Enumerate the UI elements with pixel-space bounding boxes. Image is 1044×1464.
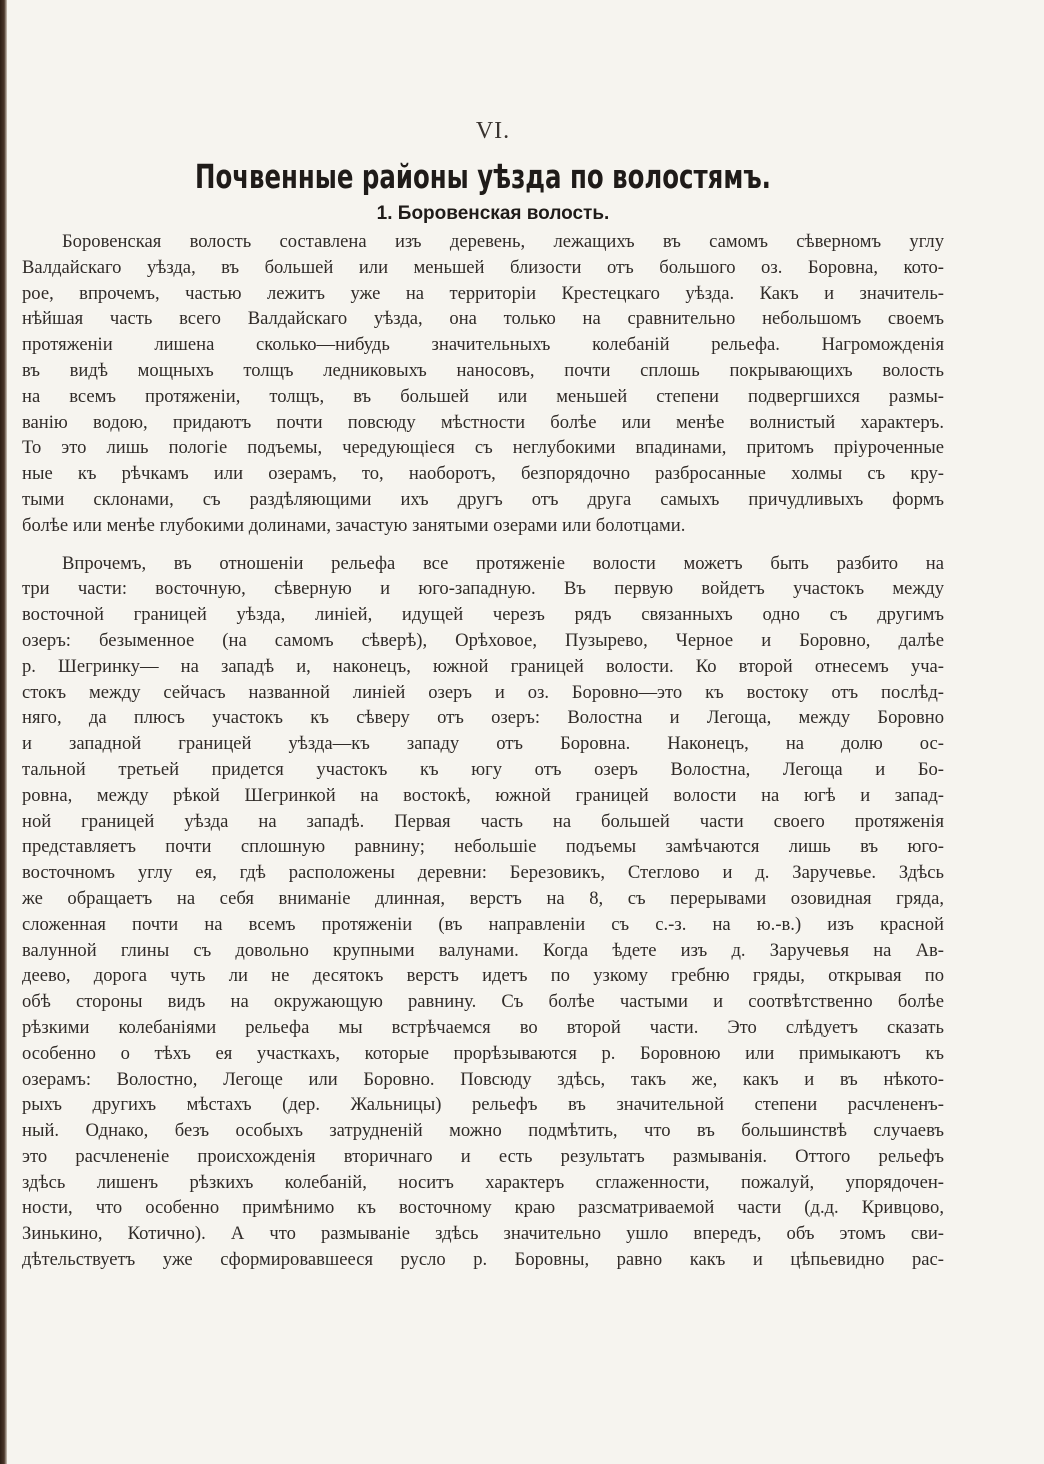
- text-line: стокъ между сейчасъ названной линіей озеръ и оз. Боровно—это къ востоку отъ послѣд-: [22, 681, 944, 703]
- text-line: ной границей уѣзда на западѣ. Первая часть на большей части своего протяженія: [22, 810, 944, 832]
- text-line: это расчлененіе происхожденія вторичнаго и есть результатъ размыванія. Оттого рельефъ: [22, 1145, 944, 1167]
- paragraph-1: [22, 229, 944, 539]
- text-line: представляетъ почти сплошную равнину; небольшіе подъемы замѣчаются лишь въ юго-: [22, 836, 944, 858]
- text-line: тальной третьей придется участокъ къ югу отъ озеръ Волостна, Легоща и Бо-: [22, 758, 944, 780]
- text-line: Впрочемъ, въ отношеніи рельефа все протяженіе волости можетъ быть разбито на: [62, 552, 944, 574]
- text-line: ровна, между рѣкой Шегринкой на востокѣ, южной границей волости на югѣ и запад-: [22, 784, 944, 806]
- chapter-title: Почвенные районы уѣзда по волостямъ.: [195, 157, 771, 196]
- text-line: То это лишь пологіе подъемы, чередующіеся съ неглубокими впадинами, притомъ пріуроченные: [22, 437, 944, 459]
- text-line: ности, что особенно примѣнимо къ восточному краю разсматриваемой части (д.д. Кривцово,: [22, 1197, 944, 1219]
- paragraph-spacer: [22, 539, 944, 551]
- chapter-number: VI.: [475, 118, 511, 144]
- text-line: дѣтельствуетъ уже сформировавшееся русло р. Боровны, равно какъ и цѣпьевидно рас-: [22, 1249, 944, 1271]
- text-line: обѣ стороны видъ на окружающую равнину. Съ болѣе частыми и соотвѣтственно болѣе: [22, 991, 944, 1013]
- text-line: Боровенская волость составлена изъ деревень, лежащихъ въ самомъ сѣверномъ углу: [62, 231, 944, 252]
- text-line: въ видѣ мощныхъ толщъ ледниковыхъ наносовъ, почти сплошь покрывающихъ волость: [22, 359, 944, 381]
- text-line: особенно о тѣхъ ея участкахъ, которые прорѣзываются р. Боровною или примыкаютъ къ: [22, 1042, 944, 1064]
- text-line: озеръ: безыменное (на самомъ сѣверѣ), Орѣховое, Пузырево, Черное и Боровно, далѣе: [22, 629, 944, 651]
- text-line: ный. Однако, безъ особыхъ затрудненій можно подмѣтить, что въ большинствѣ случаевъ: [22, 1120, 944, 1142]
- text-line: р. Шегринку— на западѣ и, наконецъ, южной границей волости. Ко второй отнесемъ уча-: [22, 655, 944, 677]
- document-page: [22, 118, 944, 1273]
- text-line: здѣсь лишенъ рѣзкихъ колебаній, носитъ характеръ сглаженности, пожалуй, упорядочен-: [22, 1171, 944, 1193]
- text-line: рѣзкими колебаніями рельефа мы встрѣчаемся во второй части. Это слѣдуетъ сказать: [22, 1016, 944, 1038]
- text-line: Зинькино, Котично). А что размываніе здѣсь значительно ушло впередъ, объ этомъ сви-: [22, 1223, 944, 1245]
- text-line: восточномъ углу ея, гдѣ расположены деревни: Березовикъ, Стеглово и д. Заручевье. Здѣсь: [22, 862, 944, 884]
- text-line: ные къ рѣчкамъ или озерамъ, то, наоборотъ, безпорядочно разбросанные холмы съ кру-: [22, 463, 944, 485]
- text-line: протяженіи лишена сколько—нибудь значительныхъ колебаній рельефа. Нагроможденія: [22, 334, 944, 356]
- page-edge-shadow: [0, 0, 7, 1464]
- text-line: болѣе или менѣе глубокими долинами, зачастую занятыми озерами или болотцами.: [22, 514, 686, 536]
- text-line: ванію водою, придаютъ почти повсюду мѣстности болѣе или менѣе волнистый характеръ.: [22, 411, 944, 433]
- text-line: же обращаетъ на себя вниманіе длинная, верстъ на 8, съ перерывами озовидная гряда,: [22, 887, 944, 909]
- text-line: валунной глины съ довольно крупными валунами. Когда ѣдете изъ д. Заручевья на Ав-: [22, 939, 944, 961]
- text-line: Валдайскаго уѣзда, въ большей или меньшей близости отъ большого оз. Боровна, кото-: [22, 256, 944, 278]
- text-line: три части: восточную, сѣверную и юго-западную. Въ первую войдетъ участокъ между: [22, 578, 944, 600]
- text-line: нѣйшая часть всего Валдайскаго уѣзда, она только на сравнительно небольшомъ своемъ: [22, 308, 944, 330]
- text-line: рое, впрочемъ, частью лежитъ уже на территоріи Крестецкаго уѣзда. Какъ и значитель-: [22, 282, 944, 304]
- text-line: и западной границей уѣзда—къ западу отъ Боровна. Наконецъ, на долю ос-: [22, 733, 944, 755]
- text-line: няго, да плюсъ участокъ къ сѣверу отъ озеръ: Волостна и Легоща, между Боровно: [22, 707, 944, 729]
- section-title: 1. Боровенская волость.: [376, 203, 610, 224]
- text-line: на всемъ протяженіи, толщъ, въ большей или меньшей степени подвергшихся размы-: [22, 385, 944, 407]
- text-line: восточной границей уѣзда, линіей, идущей черезъ рядъ связанныхъ одно съ другимъ: [22, 604, 944, 626]
- text-line: деево, дорога чуть ли не десятокъ верстъ идетъ по узкому гребню гряды, открывая по: [22, 965, 944, 987]
- paragraph-2: [22, 551, 944, 1273]
- text-line: озерамъ: Волостно, Легоще или Боровно. Повсюду здѣсь, такъ же, какъ и въ нѣкото-: [22, 1068, 944, 1090]
- text-line: сложенная почти на всемъ протяженіи (въ направленіи съ с.-з. на ю.-в.) изъ красной: [22, 913, 944, 935]
- text-line: рыхъ другихъ мѣстахъ (дер. Жальницы) рельефъ въ значительной степени расчлененъ-: [22, 1094, 944, 1116]
- text-line: тыми склонами, съ раздѣляющими ихъ другъ отъ друга самыхъ причудливыхъ формъ: [22, 488, 944, 510]
